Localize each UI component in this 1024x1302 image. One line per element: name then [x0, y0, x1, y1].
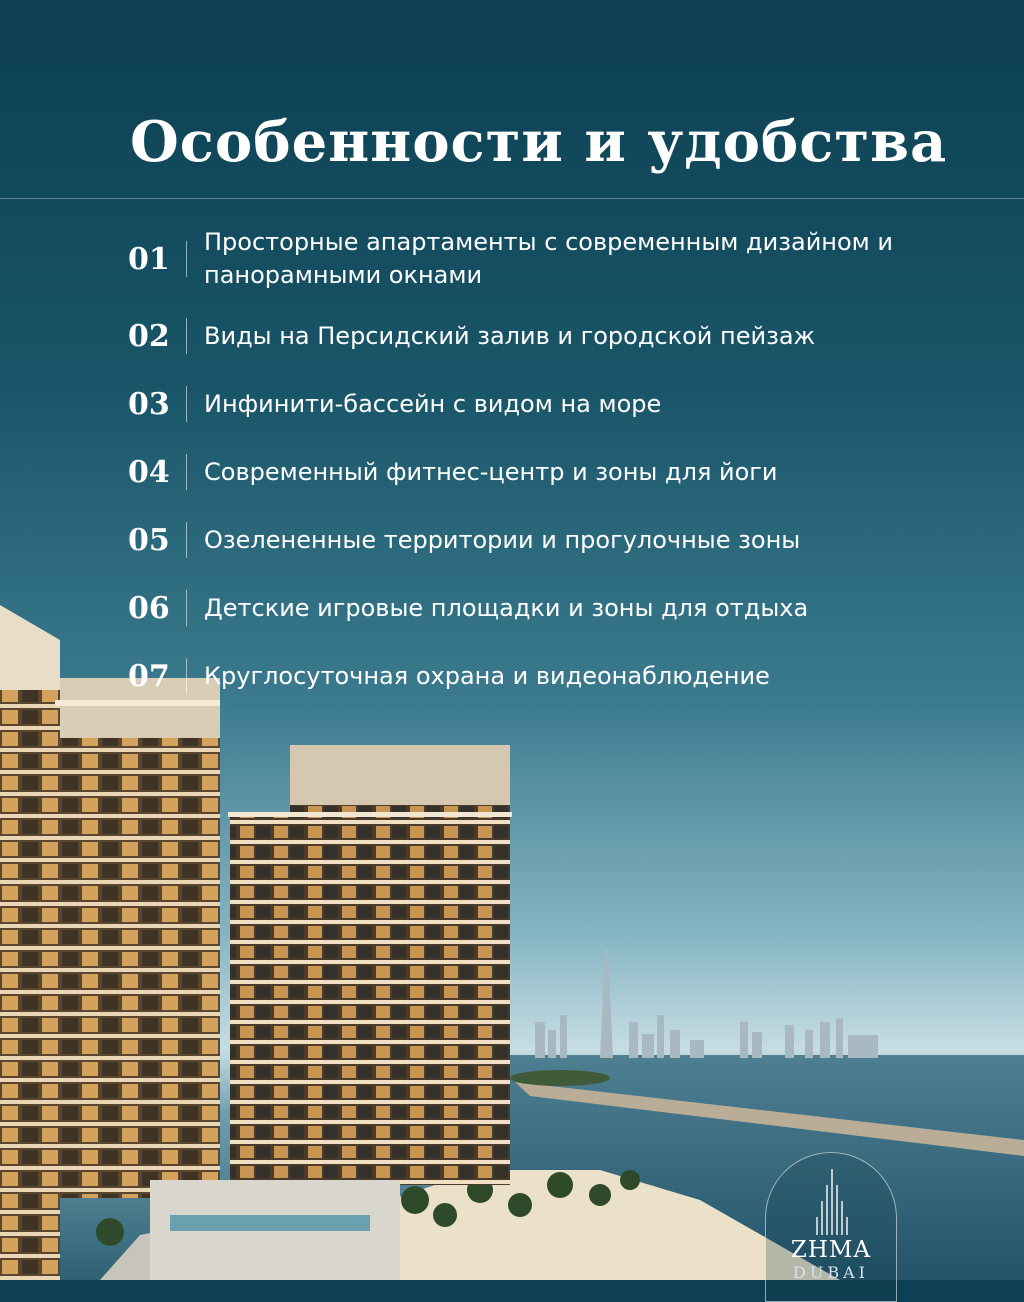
feature-separator: [186, 590, 187, 626]
feature-number: 03: [128, 386, 170, 422]
feature-text: Инфинити-бассейн с видом на море: [204, 389, 662, 418]
feature-item: [128, 226, 988, 292]
feature-number: 04: [128, 454, 170, 490]
feature-separator: [186, 454, 187, 490]
feature-separator: [186, 522, 187, 558]
feature-separator: [186, 386, 187, 422]
feature-number: 02: [128, 318, 170, 354]
feature-text: Детские игровые площадки и зоны для отдыха: [204, 593, 809, 622]
feature-item: [128, 658, 988, 694]
feature-number: 01: [128, 241, 170, 277]
feature-item: [128, 318, 988, 354]
logo-text-primary: ZHMA: [790, 1237, 872, 1263]
feature-item: [128, 386, 988, 422]
feature-number: 05: [128, 522, 170, 558]
feature-number: 07: [128, 658, 170, 694]
skyscraper-icon: [815, 1167, 849, 1237]
logo-text-secondary: DUBAI: [793, 1263, 869, 1282]
feature-separator: [186, 241, 187, 277]
feature-separator: [186, 658, 187, 694]
title-divider: [0, 198, 1024, 199]
page-title: Особенности и удобства: [130, 109, 948, 175]
feature-text: Круглосуточная охрана и видеонаблюдение: [204, 661, 770, 690]
feature-text: Виды на Персидский залив и городской пейзаж: [204, 321, 816, 350]
feature-separator: [186, 318, 187, 354]
feature-text: Озелененные территории и прогулочные зоны: [204, 525, 801, 554]
feature-text: Просторные апартаменты с современным дизайном и панорамными окнами: [204, 228, 893, 289]
feature-text: Современный фитнес-центр и зоны для йоги: [204, 457, 778, 486]
feature-item: [128, 522, 988, 558]
feature-number: 06: [128, 590, 170, 626]
feature-item: [128, 590, 988, 626]
feature-item: [128, 454, 988, 490]
